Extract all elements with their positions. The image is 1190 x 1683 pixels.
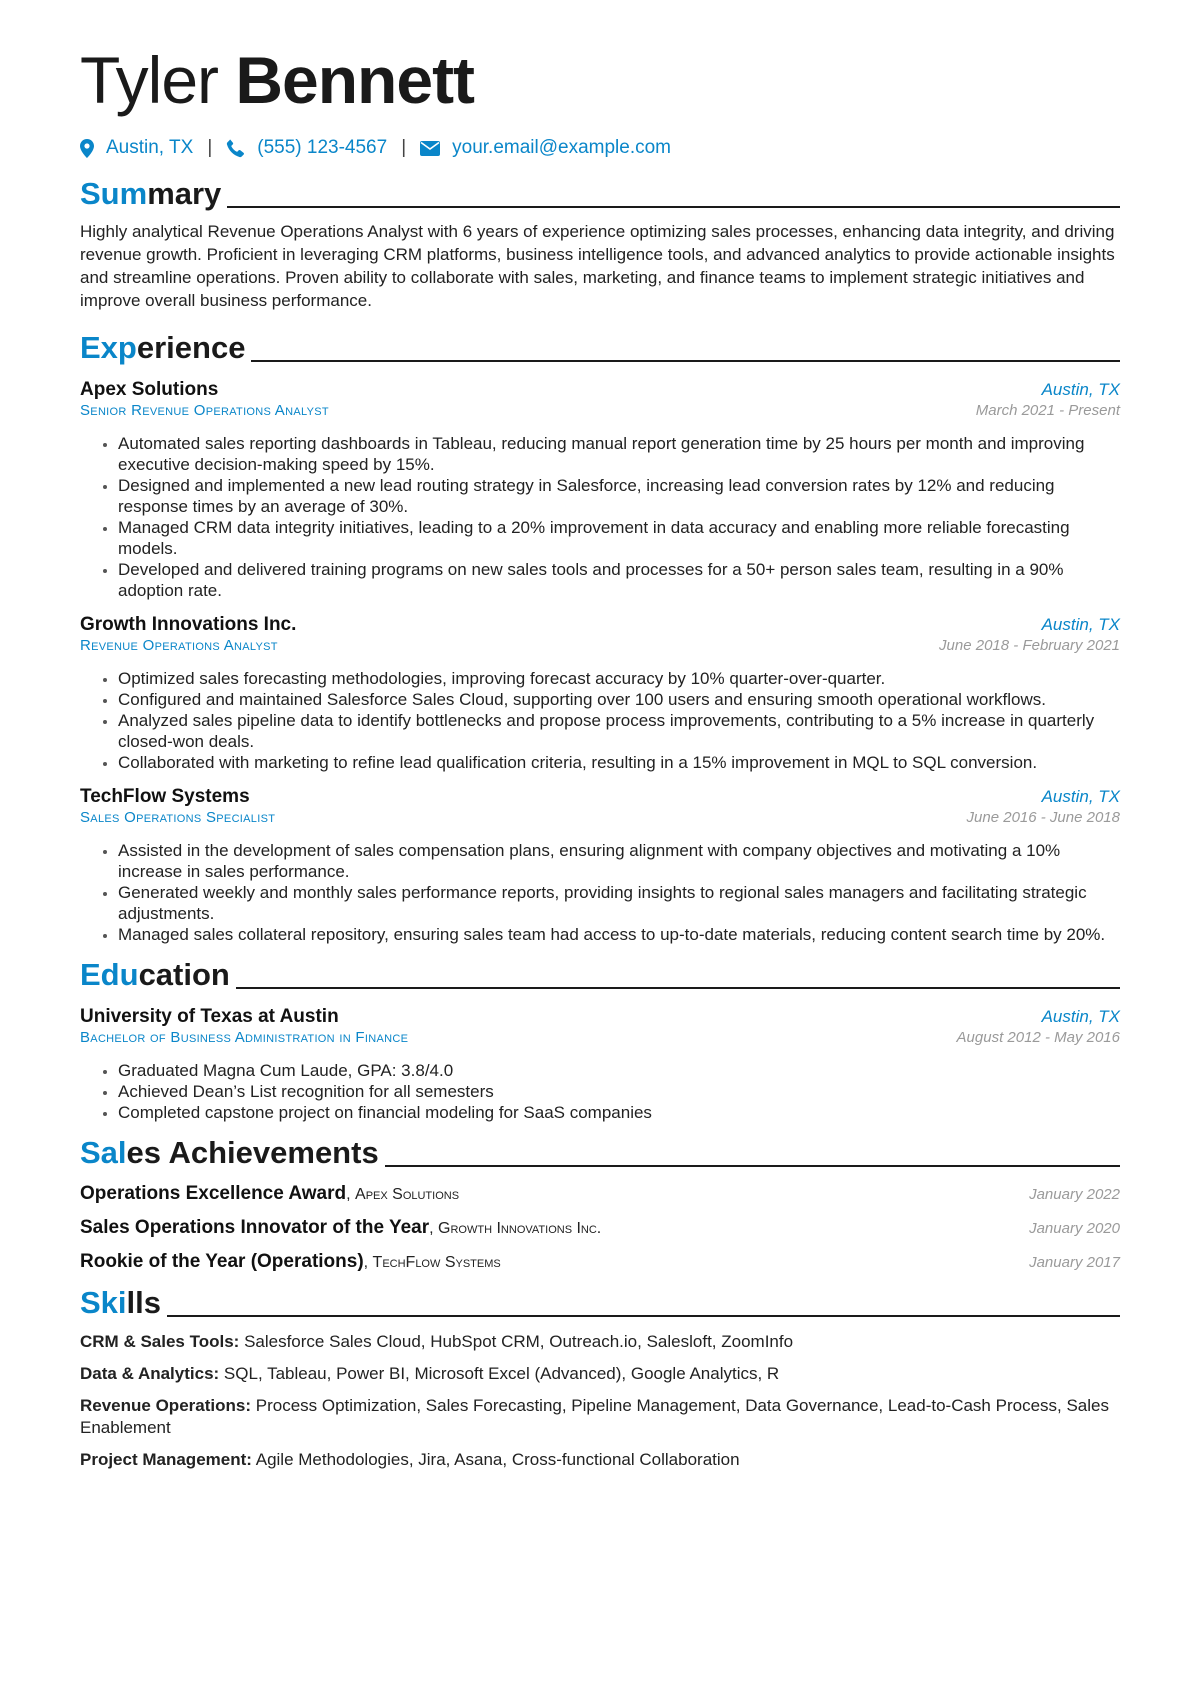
section-title: Skills — [80, 1285, 161, 1320]
candidate-name — [80, 40, 1120, 120]
education-bullets — [80, 1060, 1120, 1123]
achievement-title: Operations Excellence Award — [80, 1183, 347, 1204]
section-rule — [167, 1315, 1120, 1317]
achievement-title: Sales Operations Innovator of the Year — [80, 1217, 430, 1238]
job-dates: June 2018 - February 2021 — [939, 637, 1120, 654]
resume-page — [80, 40, 1120, 1471]
phone-icon — [226, 139, 245, 158]
job-entry — [80, 785, 1120, 945]
section-rule — [227, 206, 1120, 208]
phone-item[interactable] — [226, 137, 387, 159]
section-title: Summary — [80, 176, 222, 211]
bullet-item: • Designed and implemented a new lead routing strategy in Salesforce, increasing lead conversion rates by 12% and reducing response times by an average of 30%. — [118, 475, 1120, 517]
skill-row — [80, 1395, 1120, 1439]
section-rule — [251, 360, 1120, 362]
skill-row — [80, 1331, 1120, 1353]
experience-heading — [80, 326, 1120, 366]
job-location: Austin, TX — [1041, 380, 1120, 399]
bullet-item: • Completed capstone project on financial modeling for SaaS companies — [118, 1102, 1120, 1123]
bullet-item: • Developed and delivered training programs on new sales tools and processes for a 50+ person sales team, resulting in a 90% adoption rate. — [118, 559, 1120, 601]
email-item[interactable] — [420, 137, 671, 159]
achievements-heading — [80, 1131, 1120, 1171]
skill-label: Project Management: — [80, 1450, 252, 1469]
education-entry — [80, 1005, 1120, 1123]
achievement-company: Growth Innovations Inc. — [438, 1220, 602, 1237]
job-location: Austin, TX — [1041, 787, 1120, 806]
section-title: Sales Achievements — [80, 1135, 379, 1170]
bullet-item: • Managed sales collateral repository, ensuring sales team had access to up-to-date materials, reducing content search time by 20%. — [118, 924, 1120, 945]
bullet-item: • Assisted in the development of sales compensation plans, ensuring alignment with company objectives and motivating a 10% increase in sales performance. — [118, 840, 1120, 882]
bullet-item: • Managed CRM data integrity initiatives, leading to a 20% improvement in data accuracy and enabling more reliable forecasting models. — [118, 517, 1120, 559]
email-link[interactable]: your.email@example.com — [452, 137, 671, 158]
job-title: Senior Revenue Operations Analyst — [80, 402, 329, 419]
job-entry — [80, 378, 1120, 601]
envelope-icon — [420, 141, 440, 156]
summary-heading — [80, 172, 1120, 212]
skill-values: Salesforce Sales Cloud, HubSpot CRM, Outreach.io, Salesloft, ZoomInfo — [244, 1332, 794, 1351]
bullet-item: • Configured and maintained Salesforce Sales Cloud, supporting over 100 users and ensuring smooth operational workflows. — [118, 689, 1120, 710]
last-name: Bennett — [235, 43, 475, 117]
location-text: Austin, TX — [106, 137, 194, 158]
company-name: TechFlow Systems — [80, 786, 250, 807]
job-bullets — [80, 668, 1120, 773]
job-bullets — [80, 840, 1120, 945]
job-dates: March 2021 - Present — [975, 402, 1120, 419]
section-rule — [385, 1165, 1120, 1167]
bullet-item: • Collaborated with marketing to refine lead qualification criteria, resulting in a 15% improvement in MQL to SQL conversion. — [118, 752, 1120, 773]
achievement-company: Apex Solutions — [355, 1186, 460, 1203]
separator: | — [207, 137, 213, 158]
job-location: Austin, TX — [1041, 615, 1120, 634]
first-name: Tyler — [80, 43, 219, 117]
bullet-item: • Graduated Magna Cum Laude, GPA: 3.8/4.0 — [118, 1060, 1120, 1081]
location-pin-icon — [80, 139, 94, 158]
education-heading — [80, 953, 1120, 993]
skill-label: CRM & Sales Tools: — [80, 1332, 240, 1351]
school-location: Austin, TX — [1041, 1007, 1120, 1026]
location-item — [80, 137, 193, 159]
job-entry — [80, 613, 1120, 773]
bullet-item: • Optimized sales forecasting methodologies, improving forecast accuracy by 10% quarter-over-quarter. — [118, 668, 1120, 689]
bullet-item: • Automated sales reporting dashboards in Tableau, reducing manual report generation time by 25 hours per month and improving executive decision-making speed by 15%. — [118, 433, 1120, 475]
achievement-title: Rookie of the Year (Operations) — [80, 1251, 364, 1272]
achievement-date: January 2020 — [1029, 1220, 1120, 1237]
achievement-item: Operations Excellence Award, Apex Solutions January 2022 — [80, 1183, 1120, 1204]
contact-line — [80, 134, 1120, 162]
skills-heading — [80, 1281, 1120, 1321]
achievement-date: January 2022 — [1029, 1186, 1120, 1203]
phone-text[interactable]: (555) 123-4567 — [257, 137, 388, 158]
summary-text: Highly analytical Revenue Operations Analyst with 6 years of experience optimizing sales processes, enhancing data integrity, and driving revenue growth. Proficient in leveraging CRM platforms, business intelligence tools, and advanced analytics to provide actionable insights and streamline operations. Proven ability to collaborate with sales, marketing, and finance teams to implement strategic initiatives and improve overall business performance. — [80, 222, 1115, 310]
skill-values: Agile Methodologies, Jira, Asana, Cross-functional Collaboration — [255, 1450, 740, 1469]
skill-row — [80, 1449, 1120, 1471]
company-name: Apex Solutions — [80, 379, 219, 400]
skill-values: SQL, Tableau, Power BI, Microsoft Excel (Advanced), Google Analytics, R — [223, 1364, 780, 1383]
achievement-company: TechFlow Systems — [372, 1254, 501, 1271]
company-name: Growth Innovations Inc. — [80, 614, 297, 635]
bullet-item: • Analyzed sales pipeline data to identify bottlenecks and propose process improvements, contributing to a 5% increase in quarterly closed-won deals. — [118, 710, 1120, 752]
achievement-date: January 2017 — [1029, 1254, 1120, 1271]
bullet-item: • Generated weekly and monthly sales performance reports, providing insights to regional sales managers and facilitating strategic adjustments. — [118, 882, 1120, 924]
job-bullets — [80, 433, 1120, 601]
separator: | — [401, 137, 407, 158]
education-dates: August 2012 - May 2016 — [956, 1029, 1120, 1046]
degree: Bachelor of Business Administration in Finance — [80, 1029, 409, 1046]
section-title: Education — [80, 957, 230, 992]
skill-values: Process Optimization, Sales Forecasting, Pipeline Management, Data Governance, Lead-to-Cash Process, Sales Enablement — [80, 1396, 1109, 1437]
school-name: University of Texas at Austin — [80, 1006, 339, 1027]
job-title: Revenue Operations Analyst — [80, 637, 278, 654]
skill-row — [80, 1363, 1120, 1385]
bullet-item: • Achieved Dean’s List recognition for all semesters — [118, 1081, 1120, 1102]
achievement-item: Rookie of the Year (Operations), TechFlow Systems January 2017 — [80, 1251, 1120, 1272]
skill-label: Revenue Operations: — [80, 1396, 251, 1415]
achievement-item: Sales Operations Innovator of the Year, Growth Innovations Inc. January 2020 — [80, 1217, 1120, 1238]
skill-label: Data & Analytics: — [80, 1364, 220, 1383]
section-rule — [236, 987, 1120, 989]
job-dates: June 2016 - June 2018 — [966, 809, 1120, 826]
job-title: Sales Operations Specialist — [80, 809, 276, 826]
section-title: Experience — [80, 330, 246, 365]
